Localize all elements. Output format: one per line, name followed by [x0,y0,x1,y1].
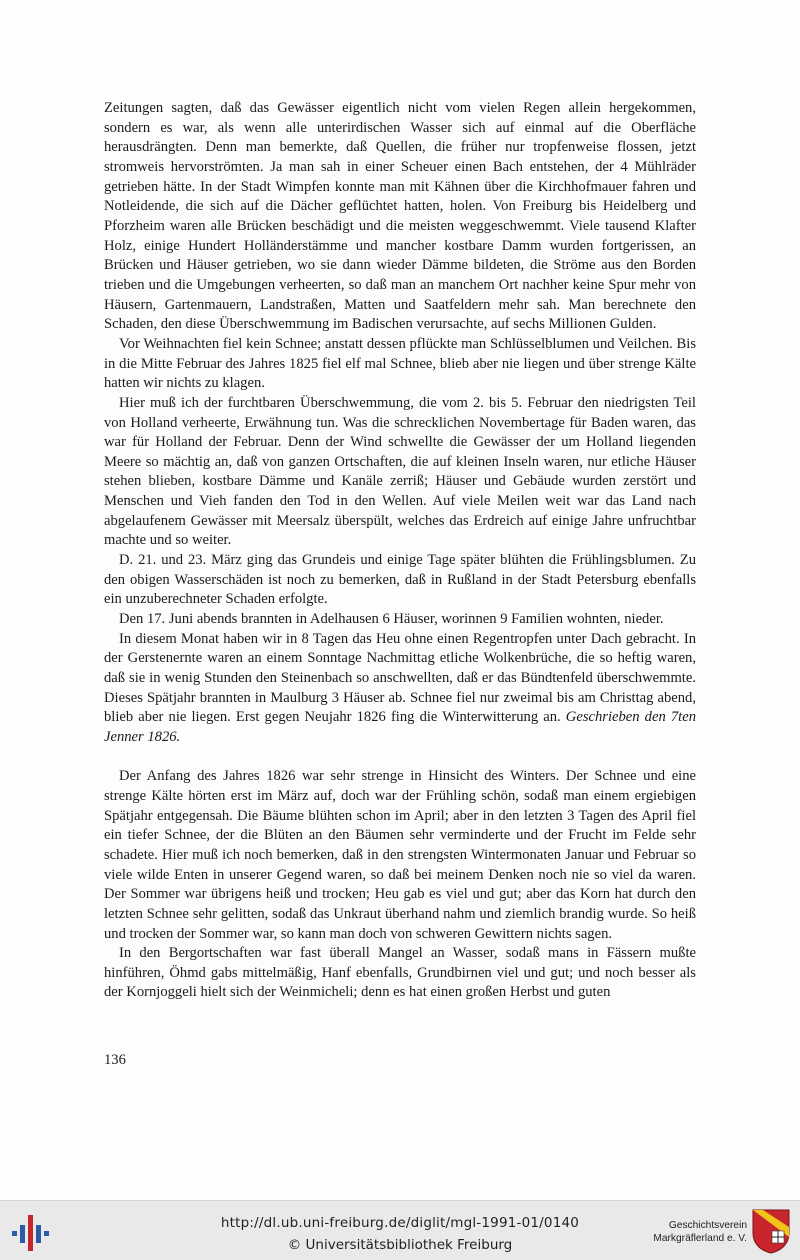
copyright-notice: © Universitätsbibliothek Freiburg [287,1237,513,1253]
page-number: 136 [104,1052,126,1068]
paragraph: Den 17. Juni abends brannten in Adelhausen 6 Häuser, worinnen 9 Familien wohnten, nieder. [119,611,664,628]
society-name [643,1219,747,1245]
society-line: Geschichtsverein [668,1220,747,1231]
coat-of-arms-icon[interactable] [750,1207,792,1255]
paragraph-text: In diesem Monat haben wir in 8 Tagen das Heu ohne einen Regentropfen unter Dach gebracht. In der Gerstenernte waren an einem Sonntage Nachmittag etliche Wolkenbrüche, die so heftig waren, daß sie in wenig Stunden den Steinenbach so anschwellten, daß er das Bündtenfeld überschwemmte. Dieses Spätjahr brannten in Maulburg 3 Häuser ab. Schnee fiel nur zweimal bis am Christtag abend, blieb aber nie liegen. Erst gegen Neujahr 1826 fing die Winterwitterung an. [104,630,696,726]
paragraph: Hier muß ich der furchtbaren Überschwemmung, die vom 2. bis 5. Februar den niedrigsten Teil von Holland verheerte, Erwähnung tun. Was die schrecklichen Novembertage für Baden waren, das war für Holland der Februar. Denn der Wind schwellte die Gewässer der um Holland liegenden Meere so mächtig an, daß von ganzen Ortschaften, die auf kleinen Inseln waren, nur etliche Häuser stehen blieben, kostbare Dämme und Kanäle zerriß; Häuser und Gebäude wurden zerstört und Menschen und Vieh fanden den Tod in den Wellen. Auf viele Meilen weit war das Land nach abgelaufenem Gewässer mit Meersalz überspült, welches das Erdreich auf einige Jahre unfruchtbar machte und so weiter. [104,394,696,549]
paragraph: Zeitungen sagten, daß das Gewässer eigentlich nicht vom vielen Regen allein hergekommen, sondern es war, als wenn alle unterirdischen Wasser sich auf einmal auf die Oberfläche herausdrängten. Denn man bemerkte, daß Quellen, die früher nur tropfenweise flossen, jetzt stromweis hervorströmten. Ja man sah in einer Scheuer einen Bach entstehen, der 4 Mühlräder getrieben hätte. In der Stadt Wimpfen konnte man mit Kähnen über die Kirchhofmauer fahren und Notleidende, die sich auf die Dächer geflüchtet hatten, holen. Von Freiburg bis Heidelberg und Pforzheim waren alle Brücken beschädigt und die meisten weggeschwemmt. Viele tausend Klafter Holz, einige Hundert Holländerstämme und mancher kostbare Damm wurden fortgerissen, an Brücken und Häuser getrieben, wo sie dann wieder Dämme bildeten, die Ströme aus den Borden trieben und die Umgebungen verheerten, so daß man an manchem Ort nachher keine Spur mehr von Häusern, Gartenmauern, Landstraßen, Matten und Saatfeldern mehr sah. Man berechnete den Schaden, den diese Überschwemmung im Badischen verursachte, auf sechs Millionen Gulden. [104,100,696,333]
paragraph: Der Anfang des Jahres 1826 war sehr strenge in Hinsicht des Winters. Der Schnee und eine strenge Kälte hörten erst im März auf, doch war der Frühling schön, sodaß man einem ergiebigen Spätjahr entgegensah. Die Bäume blühten schon im April; aber in den letzten 3 Tagen des April fiel ein tiefer Schnee, der die Blüten an den Bäumen sehr verminderte und der Frucht im Felde sehr schadete. Hier muß ich noch bemerken, daß in den strengsten Wintermonaten Januar und Februar so viele wilde Enten in unserer Gegend waren, so daß bei meinem Denken noch nie so viel da waren. Der Sommer war übrigens heiß und trocken; Heu gab es viel und gut; aber das Korn hat durch den letzten Schnee sehr gelitten, sodaß das Unkraut überhand nahm und ziemlich brandig wurde. So heiß und trocken der Sommer war, so kann man doch von schweren Gewittern nichts sagen. [104,768,696,942]
paragraph: D. 21. und 23. März ging das Grundeis und einige Tage später blühten die Frühlingsblumen. Zu den obigen Wasserschäden ist noch zu bemerken, daß in Rußland in der Stadt Petersburg ebenfalls ein unzuberechneter Schaden erfolgte. [104,552,696,608]
permalink-url[interactable]: http://dl.ub.uni-freiburg.de/diglit/mgl-1991-01/0140 [220,1215,580,1231]
paragraph: In den Bergortschaften war fast überall Mangel an Wasser, sodaß mans in Fässern mußte hinführen, Öhmd gabs mittelmäßig, Hanf ebenfalls, Grundbirnen viel und gut; und noch besser als der Kornjoggeli hielt sich der Weinmicheli; denn es hat einen großen Herbst und guten [104,945,696,1001]
body-text [104,99,696,1003]
paragraph-with-signature [104,630,696,748]
footer-bar [0,1200,800,1260]
signature-line: Geschrieben den 7ten Jenner 1826. [104,709,696,745]
paragraph: Vor Weihnachten fiel kein Schnee; anstatt dessen pflückte man Schlüsselblumen und Veilchen. Bis in die Mitte Februar des Jahres 1825 fiel elf mal Schnee, blieb aber nie liegen und über strenge Kälte hatten wir nichts zu klagen. [104,335,696,392]
society-line: Markgräflerland e. V. [653,1233,747,1244]
